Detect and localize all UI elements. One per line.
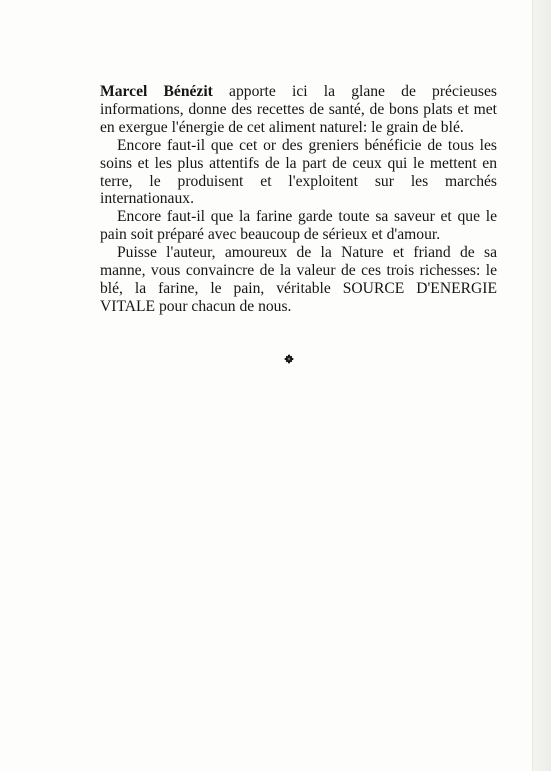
paragraph-1	[100, 83, 497, 137]
paragraph-1-text: apporte ici la glane de précieuses informations, donne des recettes de santé, de bons plats et met en exergue l'énergie de cet aliment naturel: le grain de blé.	[100, 83, 497, 136]
back-cover-text	[100, 83, 497, 316]
paragraph-3: Encore faut-il que la farine garde toute sa saveur et que le pain soit préparé avec beaucoup de sérieux et d'amour.	[100, 208, 497, 244]
page-edge	[532, 0, 551, 771]
ornament-svg	[284, 354, 294, 364]
paragraph-2: Encore faut-il que cet or des greniers bénéficie de tous les soins et les plus attentifs de la part de ceux qui le mettent en terre, le produisent et l'exploitent sur les marchés internationaux.	[100, 136, 497, 208]
flower-ornament-icon	[284, 351, 294, 361]
paragraph-4: Puisse l'auteur, amoureux de la Nature et friand de sa manne, vous convaincre de la valeur de ces trois richesses: le blé, la farine, le pain, véritable SOURCE D'ENERGIE VITALE pour chacun de nous.	[100, 244, 497, 315]
author-name: Marcel Bénézit	[100, 83, 213, 100]
